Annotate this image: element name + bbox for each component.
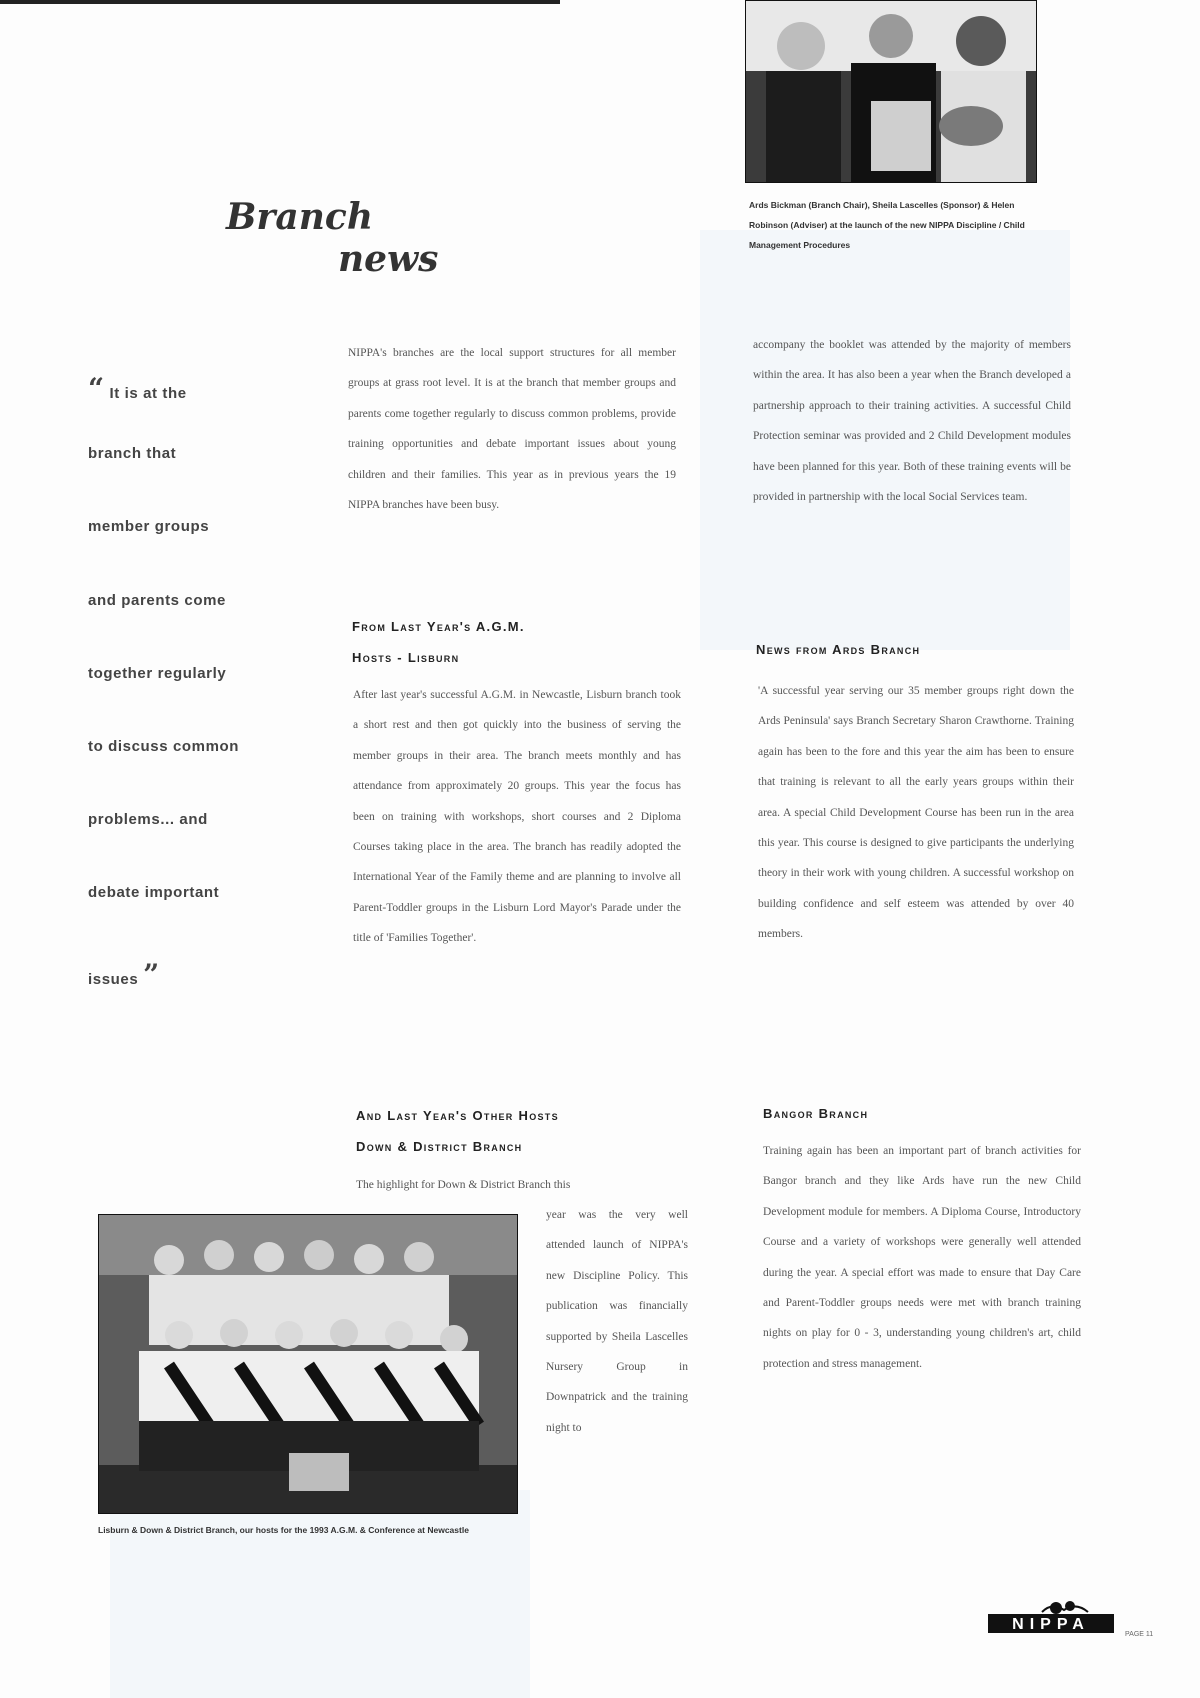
pull-quote-line: to discuss common [88,737,240,755]
pull-quote-line: together regularly [88,664,227,682]
pull-quote-line: and parents come [88,591,226,609]
pull-quote-line: member groups [88,518,210,536]
pull-quote-line: branch that [88,445,177,463]
pull-quote-line: issues ” [88,957,160,991]
nippa-logo [988,1600,1114,1633]
close-quote-mark: ” [143,957,160,991]
page-number: PAGE 11 [1125,1631,1154,1638]
bottom-photo-caption: Lisburn & Down & District Branch, our hosts for the 1993 A.G.M. & Conference at Newcastle [98,1525,469,1535]
intro-paragraph: NIPPA's branches are the local support structures for all member groups at grass root level. It is at the branch that member groups and parents come together regularly to discuss common problems, provide training opportunities and debate important issues about young children and their families. This year as in previous years the 19 NIPPA branches have been busy. [348,347,676,512]
nippa-logo-text: NIPPA [1012,1616,1090,1633]
pull-quote-line: “ It is at the [88,372,187,405]
down-heading: And Last Year's Other Hosts Down & District Branch [356,1108,559,1154]
lisburn-paragraph: After last year's successful A.G.M. in Newcastle, Lisburn branch took a short rest and then got quickly into the business of serving the member groups in their area. The branch meets monthly and has attendance from approximately 20 groups. This year the focus has been on training with workshops, short courses and 2 Diploma Courses taking place in the area. The branch has readily adopted the International Year of the Family theme and are planning to involve all Parent-Toddler groups in the Lisburn Lord Mayor's Parade under the title of 'Families Together'. [353,689,681,945]
bangor-paragraph: Training again has been an important part of branch activities for Bangor branch and they like Ards have run the new Child Development module for members. A Diploma Course, Introductory Course and a variety of workshops were generally well attended during the year. A special effort was made to ensure that Day Care and Parent-Toddler groups needs were met with branch training nights on play for 0 - 3, understanding young children's art, child protection and stress management. [763,1145,1081,1370]
bottom-photo [98,1214,518,1514]
pull-quote-line: debate important [88,884,220,902]
pull-quote-line: problems... and [88,811,208,829]
top-rule [0,0,560,4]
page-title-line2: news [338,238,439,280]
down-paragraph-first: The highlight for Down & District Branch this [356,1179,571,1191]
bangor-heading: Bangor Branch [763,1106,869,1121]
top-photo-caption: Ards Bickman (Branch Chair), Sheila Lascelles (Sponsor) & Helen Robinson (Adviser) at the launch of the new NIPPA Discipline / Child Management Procedures [749,200,1025,250]
page-title-line1: Branch [226,196,373,238]
pull-quote [88,372,288,1031]
ards-heading: News from Ards Branch [756,642,921,657]
column3-paragraph: accompany the booklet was attended by the majority of members within the area. It has also been a year when the Branch developed a partnership approach to their training activities. A successful Child Protection seminar was provided and 2 Child Development modules have been planned for this year. Both of these training events will be provided in partnership with the local Social Services team. [753,339,1071,504]
open-quote-mark: “ [88,372,105,405]
down-paragraph: year was the very well attended launch of NIPPA's new Discipline Policy. This publication was financially supported by Sheila Lascelles Nursery Group in Downpatrick and the training night to [546,1209,688,1434]
lisburn-heading: From Last Year's A.G.M. Hosts - Lisburn [352,619,525,665]
top-photo [745,0,1037,183]
ards-paragraph: 'A successful year serving our 35 member groups right down the Ards Peninsula' says Branch Secretary Sharon Crawthorne. Training again has been to the fore and this year the aim has been to ensure that training is relevant to all the early years groups within their area. A special Child Development Course has been run in the area this year. This course is designed to give participants the underlying theory in their work with young children. A successful workshop on building confidence and self esteem was attended by over 40 members. [758,685,1074,941]
